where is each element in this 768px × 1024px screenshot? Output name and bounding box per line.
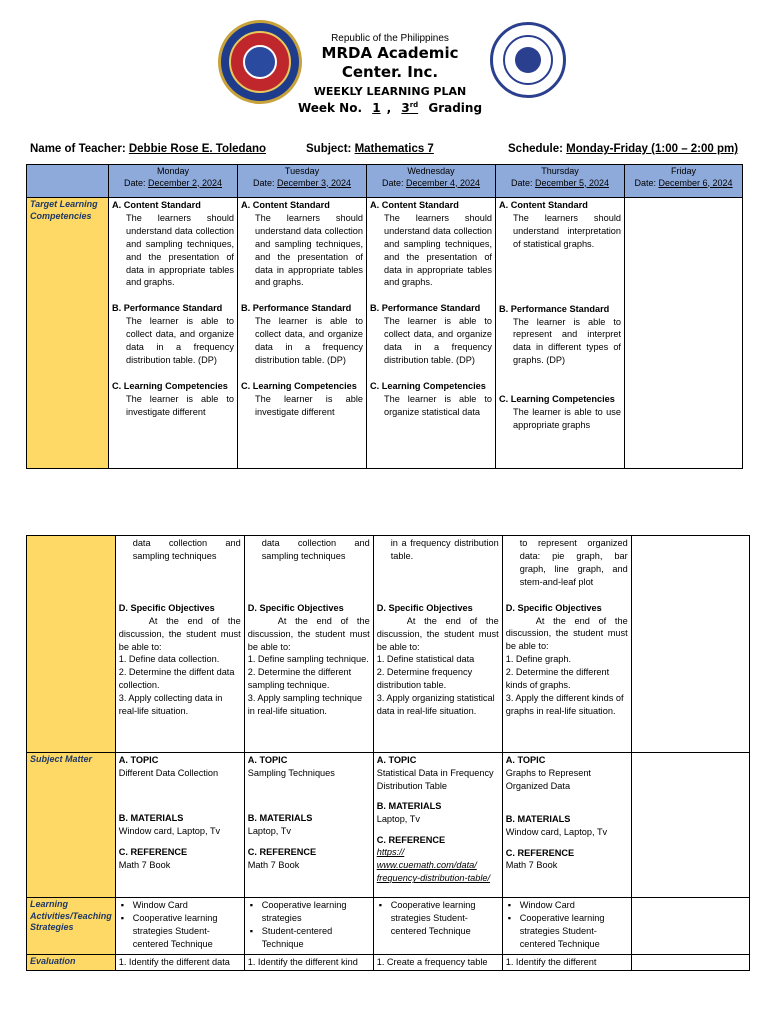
activities-cell-thursday: ▪ Window Card ▪ Cooperative learning strategies Student-centered Technique — [502, 898, 631, 955]
header-thursday: Thursday Date: December 5, 2024 — [496, 165, 625, 198]
evaluation-cell-tuesday: 1. Identify the different kind — [244, 955, 373, 971]
evaluation-cell-friday — [631, 955, 749, 971]
activities-cell-friday — [631, 898, 749, 955]
evaluation-cell-wednesday: 1. Create a frequency table — [373, 955, 502, 971]
school-name: MRDA Academic Center. Inc. — [321, 44, 459, 81]
subject-info: Subject: Mathematics 7 — [306, 143, 434, 155]
subject-name: Mathematics 7 — [354, 143, 434, 155]
schedule-info: Schedule: Monday-Friday (1:00 – 2:00 pm) — [508, 143, 739, 155]
week-line: Week No. 1 , 3rd Grading — [297, 101, 483, 115]
teacher-name: Debbie Rose E. Toledano — [128, 143, 267, 155]
activities-cell-monday: ▪ Window Card ▪ Cooperative learning strategies Student-centered Technique — [115, 898, 244, 955]
grading-number: 3rd — [401, 101, 419, 115]
activities-cell-tuesday: ▪ Cooperative learning strategies ▪ Student-centered Technique — [244, 898, 373, 955]
plan-title: WEEKLY LEARNING PLAN — [313, 85, 467, 98]
plan-table-part2 — [26, 535, 750, 971]
deped-seal-logo — [490, 22, 566, 98]
plan-table-part1 — [26, 164, 743, 469]
school-seal-logo — [218, 20, 302, 104]
objectives-cell-thursday: to represent organized data: pie graph, bar graph, line graph, and stem-and-leaf plot D. Specific Objectives At the end of the discussion, the student must be able to: 1. Define graph. 2. Determine the different kinds of graphs. 3. Apply the different kinds of graphs in real-life situation. — [502, 536, 631, 753]
objectives-cell-tuesday: data collection and sampling techniques D. Specific Objectives At the end of the discussion, the student must be able to: 1. Define sampling technique. 2. Determine the different sampling technique. 3. Apply sampling technique in real-life situation. — [244, 536, 373, 753]
target-cell-wednesday: A. Content Standard The learners should understand data collection and sampling techniques, and the presentation of data in appropriate tables and graphs. B. Performance Standard The learner is able to collect data, and organize data in a frequency distribution table. (DP) C. Learning Competencies The learner is able to organize statistical data — [367, 198, 496, 469]
header-wednesday: Wednesday Date: December 4, 2024 — [367, 165, 496, 198]
target-cell-friday — [625, 198, 743, 469]
objectives-cell-wednesday: in a frequency distribution table. D. Specific Objectives At the end of the discussion, the student must be able to: 1. Define statistical data 2. Determine frequency distribution table. 3. Apply organizing statistical data in real-life situation. — [373, 536, 502, 753]
objectives-cell-monday: data collection and sampling techniques D. Specific Objectives At the end of the discussion, the student must be able to: 1. Define data collection. 2. Determine the diffent data collection. 3. Apply collecting data in real-life situation. — [115, 536, 244, 753]
row-label-evaluation: Evaluation — [27, 955, 116, 971]
corner-cell — [27, 165, 109, 198]
header-tuesday: Tuesday Date: December 3, 2024 — [238, 165, 367, 198]
reference-link[interactable]: https:// www.cuemath.com/data/ frequency-distribution-table/ — [376, 847, 491, 884]
row-label-activities: Learning Activities/Teaching Strategies — [27, 898, 116, 955]
schedule-value: Monday-Friday (1:00 – 2:00 pm) — [566, 143, 739, 155]
republic-line: Republic of the Philippines — [331, 33, 449, 44]
row-label-subject-matter: Subject Matter — [27, 753, 116, 898]
activities-cell-wednesday: ▪ Cooperative learning strategies Student-centered Technique — [373, 898, 502, 955]
objectives-cell-friday — [631, 536, 749, 753]
row-label-target-cont — [27, 536, 116, 753]
target-cell-monday: A. Content Standard The learners should understand data collection and sampling techniques, and the presentation of data in appropriate tables and graphs. B. Performance Standard The learner is able to collect data, and organize data in a frequency distribution table. (DP) C. Learning Competencies The learner is able to investigate different — [109, 198, 238, 469]
evaluation-cell-monday: 1. Identify the different data — [115, 955, 244, 971]
teacher-info: Name of Teacher: Debbie Rose E. Toledano — [30, 143, 267, 155]
week-number: 1 — [372, 101, 381, 115]
subject-cell-thursday: A. TOPIC Graphs to Represent Organized Data B. MATERIALS Window card, Laptop, Tv C. REFERENCE Math 7 Book — [502, 753, 631, 898]
header-monday: Monday Date: December 2, 2024 — [109, 165, 238, 198]
subject-cell-tuesday: A. TOPIC Sampling Techniques B. MATERIALS Laptop, Tv C. REFERENCE Math 7 Book — [244, 753, 373, 898]
target-cell-tuesday: A. Content Standard The learners should understand data collection and sampling techniques, and the presentation of data in appropriate tables and graphs. B. Performance Standard The learner is able to collect data, and organize data in a frequency distribution table. (DP) C. Learning Competencies The learner is able investigate different — [238, 198, 367, 469]
subject-cell-monday: A. TOPIC Different Data Collection B. MATERIALS Window card, Laptop, Tv C. REFERENCE Math 7 Book — [115, 753, 244, 898]
header-friday: Friday Date: December 6, 2024 — [625, 165, 743, 198]
subject-cell-friday — [631, 753, 749, 898]
target-cell-thursday: A. Content Standard The learners should understand interpretation of statistical graphs. B. Performance Standard The learner is able to represent and interpret data in different types of graphs. (DP) C. Learning Competencies The learner is able to use appropriate graphs — [496, 198, 625, 469]
row-label-target: Target Learning Competencies — [27, 198, 109, 469]
subject-cell-wednesday: A. TOPIC Statistical Data in Frequency Distribution Table B. MATERIALS Laptop, Tv C. REFERENCE https:// www.cuemath.com/data/ frequency-distribution-table/ — [373, 753, 502, 898]
evaluation-cell-thursday: 1. Identify the different — [502, 955, 631, 971]
